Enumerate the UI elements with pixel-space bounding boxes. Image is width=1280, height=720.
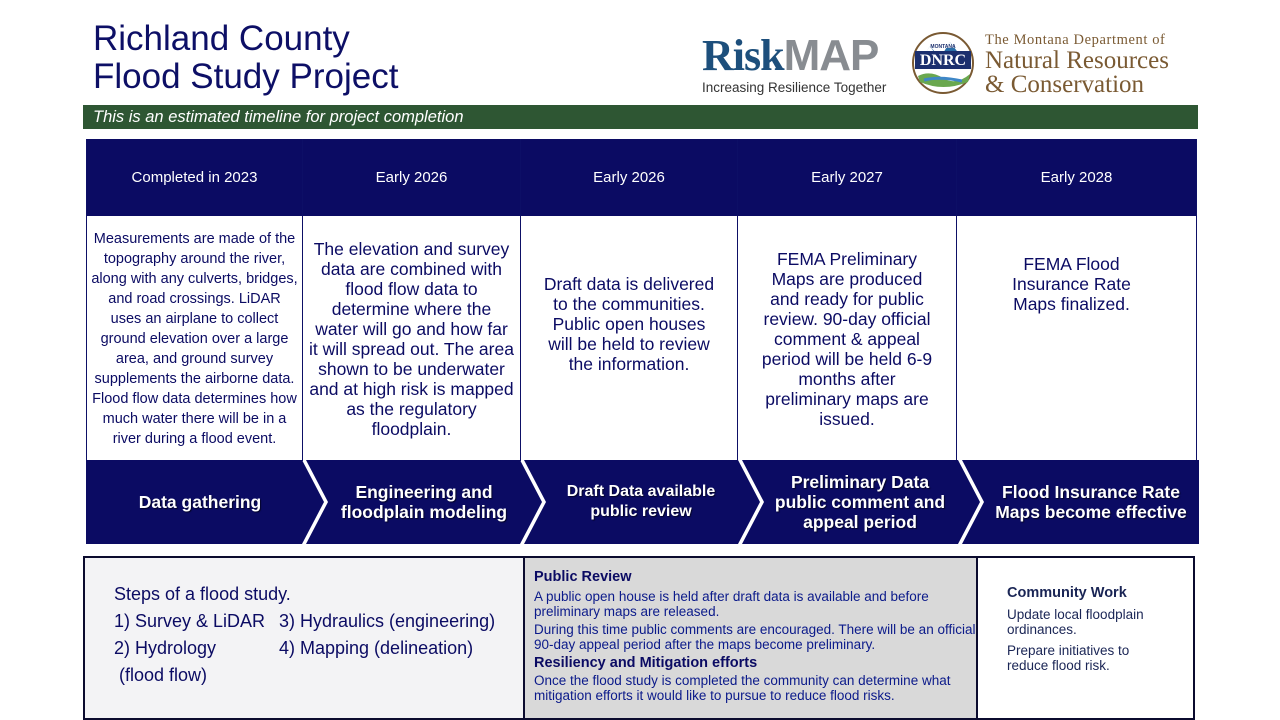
dnrc-logo-text (985, 32, 1169, 97)
timeline-description: Measurements are made of the topography around the river, along with any culverts, bridges, and road crossings. LiDAR uses an airplane to collect ground elevation over a large area, and ground survey supplements the airborne data. Flood flow data determines how much water there will be in a river during a flood event. (91, 230, 298, 447)
riskmap-logo-risk: Risk (702, 31, 784, 80)
dnrc-seal-abbr: DNRC (919, 52, 967, 69)
dnrc-line-2: Natural Resources (985, 47, 1169, 74)
public-review-panel (523, 558, 978, 718)
timeline-description: The elevation and survey data are combined with flood flow data to determine where the water will go and how far it will spread out. The area shown to be underwater and at high risk is mapped as the regulatory floodplain. (309, 238, 514, 439)
timeline-date: Completed in 2023 (87, 139, 302, 216)
community-work-panel (978, 558, 1193, 718)
public-review-heading: Public Review (534, 569, 632, 585)
phase-label: Flood Insurance Rate Maps become effective (995, 482, 1187, 522)
page-title-line-2: Flood Study Project (93, 57, 399, 96)
timeline-table (86, 139, 1197, 461)
phase-label: Data gathering (138, 492, 262, 512)
phase-label: Preliminary Data public comment and appeal period (774, 472, 946, 532)
resiliency-text: Once the flood study is completed the community can determine what mitigation efforts it would like to pursue to reduce flood risks. (534, 673, 951, 703)
flood-study-steps (85, 558, 523, 718)
phase-label: Engineering and floodplain modeling (340, 482, 508, 522)
page-title (93, 20, 398, 96)
dnrc-line-1: The Montana Department of (985, 32, 1166, 48)
timeline-description: Draft data is delivered to the communities. Public open houses will be held to review the information. (543, 273, 715, 374)
timeline-date: Early 2026 (303, 139, 520, 216)
timeline-column (737, 139, 957, 461)
timeline-column (520, 139, 738, 461)
bottom-info-panel (83, 556, 1195, 720)
riskmap-logo (702, 31, 902, 95)
timeline-column (956, 139, 1197, 461)
step-item: 1) Survey & LiDAR (114, 611, 266, 631)
public-review-text-2: During this time public comments are encouraged. There will be an official 90-day appeal period after the maps become preliminary. (534, 622, 976, 652)
timeline-date: Early 2026 (521, 139, 737, 216)
phase-label: Draft Data available public review (566, 483, 716, 520)
timeline-date: Early 2028 (957, 139, 1196, 216)
dnrc-line-3: & Conservation (985, 71, 1145, 98)
step-item: 2) Hydrology (114, 638, 217, 658)
community-work-heading: Community Work (1007, 585, 1127, 601)
timeline-column (86, 139, 303, 461)
timeline-description: FEMA Flood Insurance Rate Maps finalized. (1012, 253, 1131, 314)
timeline-banner: This is an estimated timeline for project completion (83, 105, 1198, 129)
step-item: (flood flow) (114, 665, 208, 685)
dnrc-seal-top: MONTANA (930, 44, 956, 50)
public-review-text-1: A public open house is held after draft data is available and before preliminary maps are released. (534, 589, 929, 619)
community-work-text-2: Prepare initiatives to reduce flood risk. (1007, 643, 1130, 673)
phase-chevrons (86, 460, 1199, 544)
community-work-text-1: Update local floodplain ordinances. (1007, 607, 1144, 637)
timeline-date: Early 2027 (738, 139, 956, 216)
step-item: 3) Hydraulics (engineering) (279, 611, 496, 631)
step-item: 4) Mapping (delineation) (279, 638, 474, 658)
riskmap-logo-map: MAP (783, 31, 879, 80)
riskmap-tagline: Increasing Resilience Together (702, 80, 887, 95)
steps-heading: Steps of a flood study. (114, 584, 291, 604)
dnrc-seal-icon (910, 32, 976, 94)
resiliency-heading: Resiliency and Mitigation efforts (534, 655, 758, 671)
timeline-description: FEMA Preliminary Maps are produced and ready for public review. 90-day official comment & appeal period will be held 6-9 months after preliminary maps are issued. (761, 248, 933, 429)
page-title-line-1: Richland County (93, 19, 350, 58)
timeline-column (302, 139, 521, 461)
